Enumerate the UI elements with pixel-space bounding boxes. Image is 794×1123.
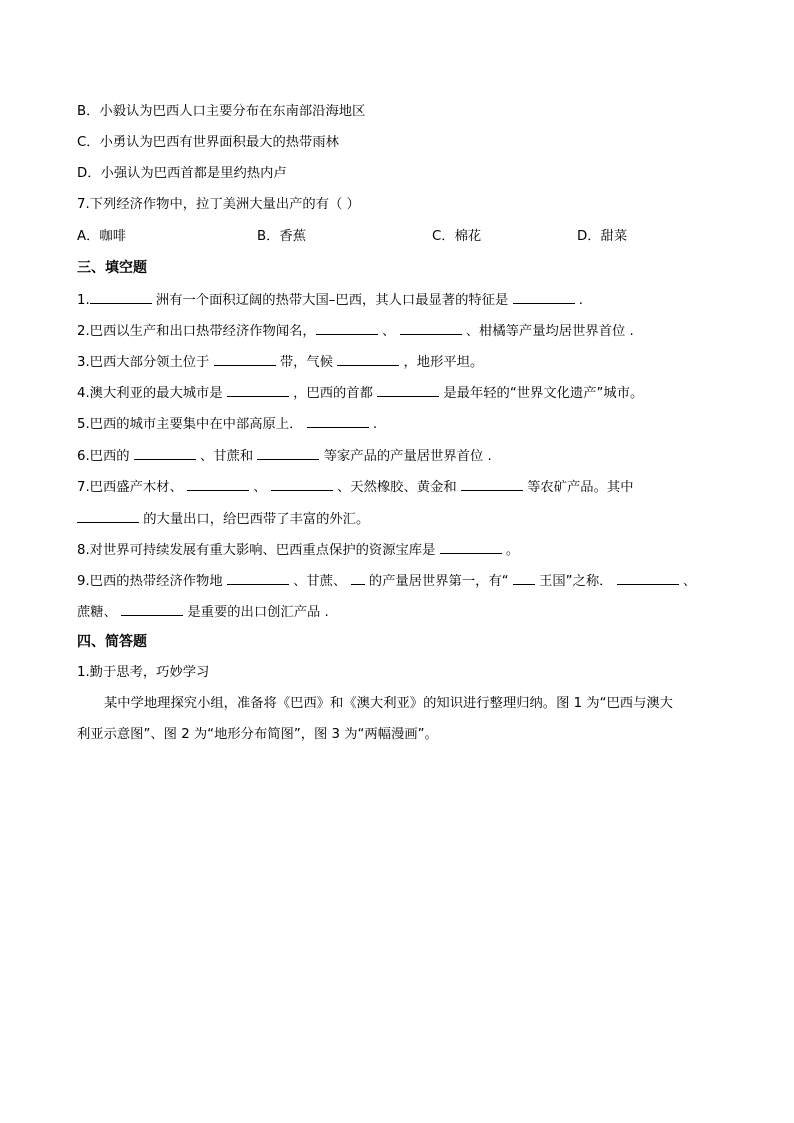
answer-blank[interactable] bbox=[337, 351, 399, 366]
option-d-capital: D．小强认为巴西首都是里约热内卢 bbox=[77, 166, 287, 181]
fill-question-9: 9.巴西的热带经济作物地 、甘蔗、 的产量居世界第一，有“ 王国”之称． 、 bbox=[77, 570, 696, 590]
option-b-population: B．小毅认为巴西人口主要分布在东南部沿海地区 bbox=[77, 104, 366, 119]
option-c: C．棉花 bbox=[432, 229, 482, 244]
fill-question-8: 8.对世界可持续发展有重大影响、巴西重点保护的资源宝库是 。 bbox=[77, 539, 519, 559]
answer-blank[interactable] bbox=[134, 445, 196, 460]
answer-blank[interactable] bbox=[227, 570, 289, 585]
option-a: A．咖啡 bbox=[77, 229, 126, 244]
fill-question-2: 2.巴西以生产和出口热带经济作物闻名， 、 、柑橘等产量均居世界首位 . bbox=[77, 320, 634, 340]
option-b: B．香蕉 bbox=[257, 229, 307, 244]
fill-question-5: 5.巴西的城市主要集中在中部高原上． . bbox=[77, 413, 377, 433]
fill-question-1: 1. 洲有一个面积辽阔的热带大国–巴西，其人口最显著的特征是 . bbox=[77, 289, 583, 309]
short-answer-paragraph-line-2: 利亚示意图”、图 2 为“地形分布简图”，图 3 为“两幅漫画”。 bbox=[77, 727, 438, 742]
answer-blank[interactable] bbox=[400, 320, 462, 335]
short-answer-question-1-title: 1.勤于思考，巧妙学习 bbox=[77, 665, 210, 680]
answer-blank[interactable] bbox=[121, 601, 183, 616]
fill-question-7: 7.巴西盛产木材、 、 、天然橡胶、黄金和 等农矿产品。其中 bbox=[77, 476, 634, 496]
answer-blank[interactable] bbox=[271, 476, 333, 491]
fill-question-9-continued: 蔗糖、 是重要的出口创汇产品 . bbox=[77, 601, 329, 621]
fill-question-3: 3.巴西大部分领土位于 带，气候 ，地形平坦。 bbox=[77, 351, 483, 371]
question-7-stem: 7.下列经济作物中，拉丁美洲大量出产的有（ ） bbox=[77, 197, 360, 212]
answer-blank[interactable] bbox=[77, 508, 139, 523]
answer-blank[interactable] bbox=[214, 351, 276, 366]
answer-blank[interactable] bbox=[257, 445, 319, 460]
section-4-title: 四、简答题 bbox=[77, 634, 147, 650]
option-d: D．甜菜 bbox=[577, 229, 628, 244]
question-7-options bbox=[77, 227, 717, 247]
short-answer-paragraph-line-1: 某中学地理探究小组，准备将《巴西》和《澳大利亚》的知识进行整理归纳。图 1 为“巴西与澳大 bbox=[104, 696, 673, 711]
answer-blank[interactable] bbox=[307, 413, 369, 428]
option-c-rainforest: C．小勇认为巴西有世界面积最大的热带雨林 bbox=[77, 135, 339, 150]
answer-blank[interactable] bbox=[227, 382, 289, 397]
fill-question-6: 6.巴西的 、甘蔗和 等家产品的产量居世界首位 . bbox=[77, 445, 492, 465]
answer-blank[interactable] bbox=[513, 570, 535, 585]
answer-blank[interactable] bbox=[513, 289, 575, 304]
section-3-title: 三、填空题 bbox=[77, 260, 147, 276]
answer-blank[interactable] bbox=[440, 539, 502, 554]
fill-question-7-continued: 的大量出口，给巴西带了丰富的外汇。 bbox=[77, 508, 369, 528]
fill-question-4: 4.澳大利亚的最大城市是 ，巴西的首都 是最年轻的“世界文化遗产”城市。 bbox=[77, 382, 643, 402]
answer-blank[interactable] bbox=[377, 382, 439, 397]
answer-blank[interactable] bbox=[461, 476, 523, 491]
answer-blank[interactable] bbox=[90, 289, 152, 304]
answer-blank[interactable] bbox=[617, 570, 679, 585]
answer-blank[interactable] bbox=[187, 476, 249, 491]
answer-blank[interactable] bbox=[316, 320, 378, 335]
answer-blank[interactable] bbox=[351, 570, 365, 585]
